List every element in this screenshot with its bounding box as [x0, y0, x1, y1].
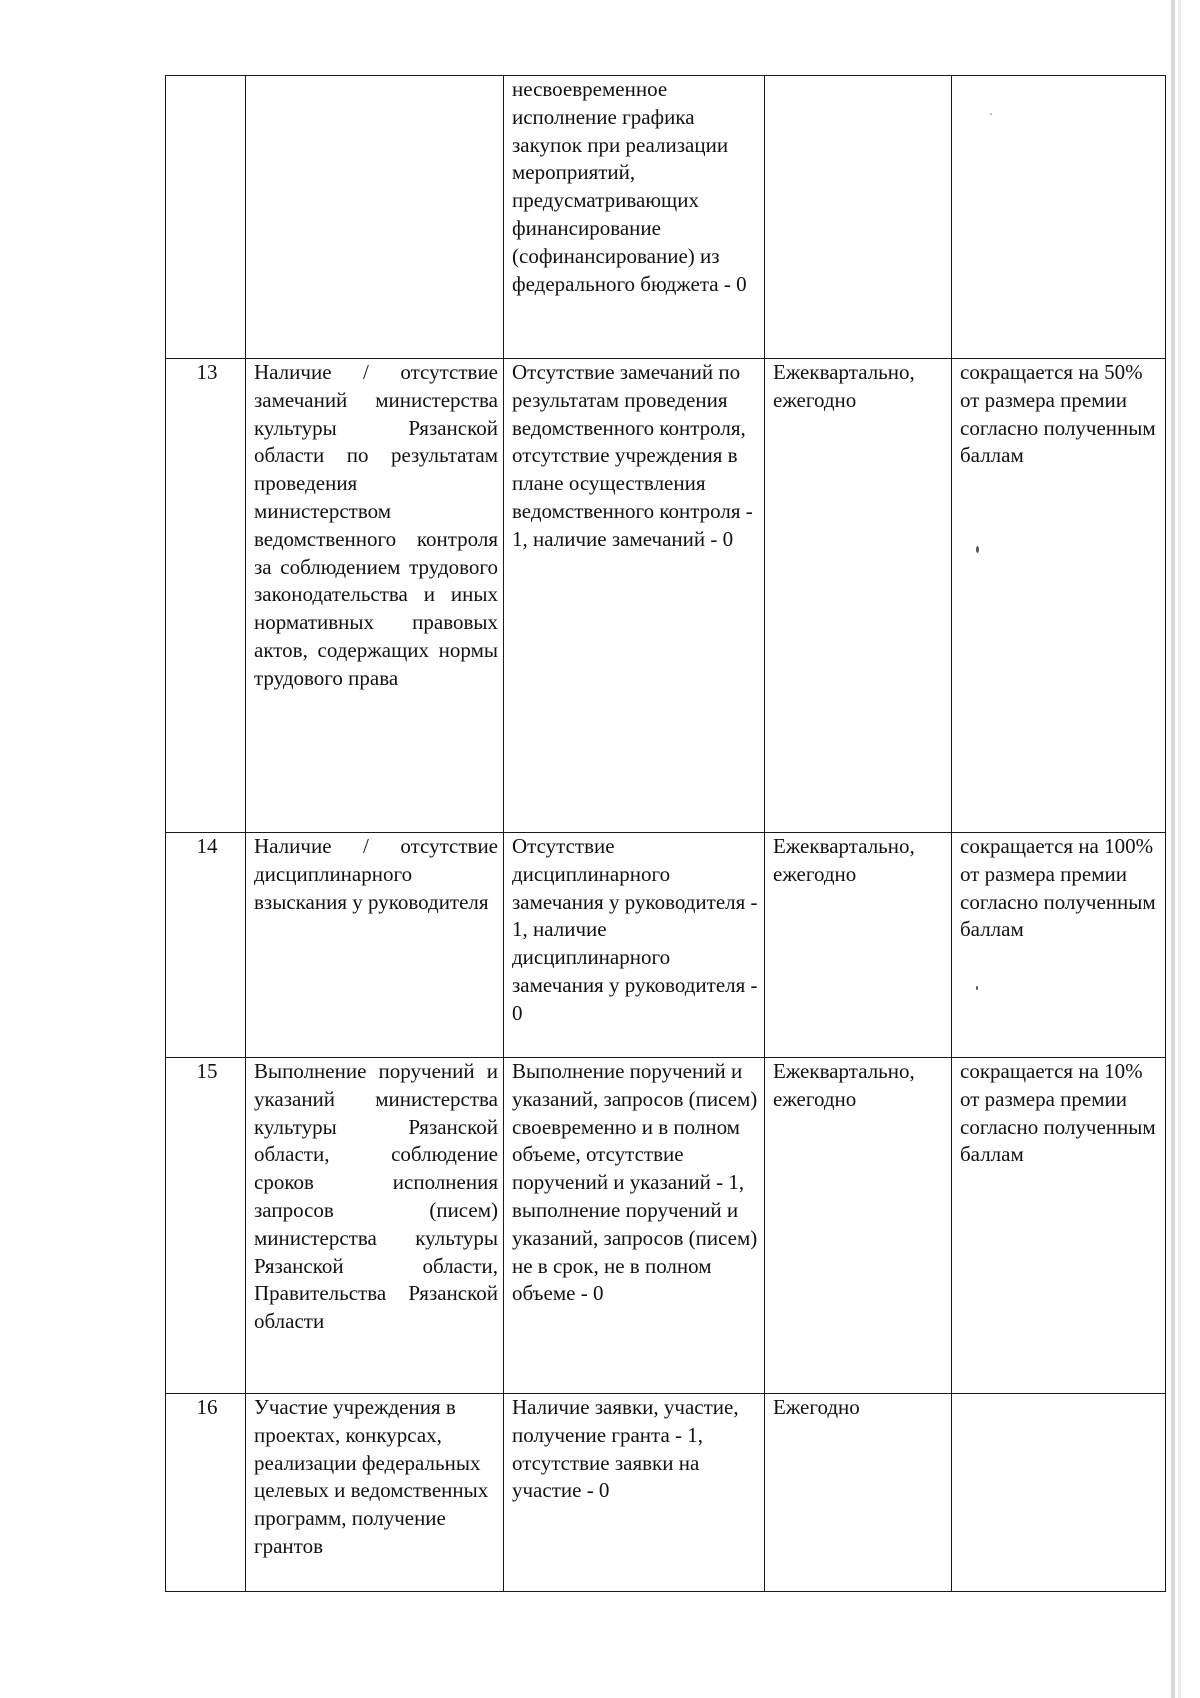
scan-speck	[990, 113, 992, 115]
row-number: 13	[166, 359, 246, 833]
table-row	[166, 1058, 1166, 1394]
indicator-cell: Наличие / отсутствие замечаний министерства культуры Рязанской области по результатам проведения министерством ведомственного контроля за соблюдением трудового законодательства и иных нормативных правовых актов, содержащих нормы трудового права	[246, 359, 504, 833]
criteria-cell: Наличие заявки, участие, получение гранта - 1, отсутствие заявки на участие - 0	[504, 1394, 765, 1592]
reduction-cell	[952, 76, 1166, 359]
indicator-cell: Наличие / отсутствие дисциплинарного взыскания у руководителя	[246, 833, 504, 1058]
table-row	[166, 1394, 1166, 1592]
table-row	[166, 833, 1166, 1058]
reduction-cell	[952, 1394, 1166, 1592]
reduction-cell: сокращается на 50% от размера премии согласно полученным баллам	[952, 359, 1166, 833]
criteria-cell: Выполнение поручений и указаний, запросов (писем) своевременно и в полном объеме, отсутствие поручений и указаний - 1, выполнение поручений и указаний, запросов (писем) не в срок, не в полном объеме - 0	[504, 1058, 765, 1394]
periodicity-cell	[765, 76, 952, 359]
scan-edge-shadow	[1171, 0, 1175, 1698]
indicator-cell	[246, 76, 504, 359]
scan-edge-shadow	[1178, 0, 1181, 1698]
periodicity-cell: Ежеквартально, ежегодно	[765, 1058, 952, 1394]
row-number: 16	[166, 1394, 246, 1592]
row-number	[166, 76, 246, 359]
scan-speck	[976, 546, 979, 553]
periodicity-cell: Ежеквартально, ежегодно	[765, 833, 952, 1058]
criteria-cell: Отсутствие замечаний по результатам проведения ведомственного контроля, отсутствие учреждения в плане осуществления ведомственного контроля - 1, наличие замечаний - 0	[504, 359, 765, 833]
criteria-cell: несвоевременное исполнение графика закупок при реализации мероприятий, предусматривающих финансирование (софинансирование) из федерального бюджета - 0	[504, 76, 765, 359]
row-number: 15	[166, 1058, 246, 1394]
table-row	[166, 76, 1166, 359]
reduction-cell: сокращается на 10% от размера премии согласно полученным баллам	[952, 1058, 1166, 1394]
indicator-cell: Участие учреждения в проектах, конкурсах, реализации федеральных целевых и ведомственных программ, получение грантов	[246, 1394, 504, 1592]
periodicity-cell: Ежеквартально, ежегодно	[765, 359, 952, 833]
periodicity-cell: Ежегодно	[765, 1394, 952, 1592]
reduction-cell: сокращается на 100% от размера премии согласно полученным баллам	[952, 833, 1166, 1058]
criteria-table	[165, 75, 1166, 1592]
criteria-cell: Отсутствие дисциплинарного замечания у руководителя - 1, наличие дисциплинарного замечания у руководителя - 0	[504, 833, 765, 1058]
indicator-cell: Выполнение поручений и указаний министерства культуры Рязанской области, соблюдение сроков исполнения запросов (писем) министерства культуры Рязанской области, Правительства Рязанской области	[246, 1058, 504, 1394]
scan-speck	[976, 986, 978, 990]
row-number: 14	[166, 833, 246, 1058]
table-row	[166, 359, 1166, 833]
